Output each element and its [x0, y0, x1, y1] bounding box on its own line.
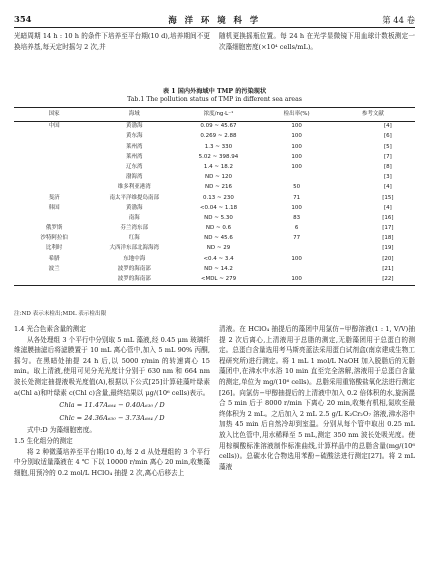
cell-sea-area: 红海: [128, 235, 140, 242]
table-row: [14, 265, 415, 275]
section-1-4-paragraph: 从各处理组 3 个平行中分别取 5 mL 藻液,经 0.45 μm 玻璃纤维滤膜抽滤后将滤膜置于 10 mL 离心管中,加入 5 mL 90% 丙酮,摇匀。在黑暗处抽提 24 h 后,以 5000 r/min 的转速离心 15 min。取上清液,使用可见分光光度计分别于 630 nm 和 664 nm 波长处测定抽提液吸光度值(A),根据以下公式[25]计算硅藻叶绿素 a(Chl a)和叶绿素 c(Chl c)含量,最终结果以 μg/(10⁶ cells)表示。: [14, 335, 210, 397]
table-row: [14, 142, 415, 152]
cell-reference: [4]: [383, 184, 392, 191]
cell-detection-rate: [263, 265, 331, 275]
cell-sea-area: 南海: [128, 214, 140, 221]
table-row: [14, 183, 415, 193]
cell-sea-area: 大西洋东部北海海湾: [109, 245, 160, 252]
cell-detection-rate: 100: [291, 133, 302, 140]
cell-sea-area: 黄渤海: [126, 123, 143, 130]
table-row: [14, 275, 415, 286]
cell-concentration: <0.04 ~ 1.18: [199, 204, 238, 211]
journal-title: 海 洋 环 境 科 学: [168, 15, 261, 25]
cell-country: 波兰: [48, 265, 60, 272]
cell-reference: [19]: [382, 245, 394, 252]
top-right-paragraph: 随机更换摇瓶位置。每 24 h 在光学显微镜下用血球计数板测定一次藻细胞密度(×10⁴ cells/mL)。: [219, 32, 415, 51]
cell-detection-rate: 83: [293, 214, 301, 221]
cell-country: 希腊: [48, 255, 60, 262]
cell-sea-area: 辽东湾: [126, 163, 143, 170]
table-row: [14, 254, 415, 264]
table-row: [14, 122, 415, 133]
col-header-concentration: 浓度/ng·L⁻¹: [174, 108, 262, 122]
cell-sea-area: 波罗的海南部: [94, 275, 174, 286]
table-row: [14, 163, 415, 173]
section-1-5-heading: 1.5 生化组分的测定: [14, 436, 73, 445]
cell-concentration: <MDL ~ 279: [174, 275, 262, 286]
cell-sea-area: 黄渤海: [126, 204, 143, 211]
table-row: [14, 204, 415, 214]
volume-label: 第 44 卷: [382, 15, 415, 25]
cell-concentration: ND ~ 5.30: [204, 214, 233, 221]
cell-country: [14, 214, 94, 224]
formula-note: 式中:D 为藻细胞密度。: [27, 426, 96, 435]
table-row: [14, 153, 415, 163]
cell-reference: [18]: [382, 235, 394, 242]
cell-detection-rate: 100: [291, 255, 302, 262]
cell-country: 中国: [48, 123, 60, 130]
cell-reference: [15]: [382, 194, 394, 201]
cell-reference: [4]: [383, 204, 392, 211]
right-column-paragraph: 清液。在 HClO₄ 抽提后的藻团中用氯仿−甲醇溶液(1 : 1, V/V)抽提 2 次后离心,上清液用于总脂的测定,无脂藻团用于总蛋白的测定。总蛋白含量选用考马斯亮蓝法采用蛋白试剂盒(南京建成生物工程研究所)进行测定。将 1 mL 1 mol/L NaOH 加入脱脂后的无脂藻团中,在沸水中水浴 10 min 直至完全溶解,溶液用于总蛋白含量的测定,单位为 mg/(10⁶ cells)。总脂采用重铬酸盐氧化法进行测定[26]。向氯仿−甲醇抽提后的上清液中加入 0.2 倍体积的水,旋涡混合 5 min 后于 8000 r/min 下离心 20 min,收集有机相,氮吹至最终体积为 2 mL。之后加入 2 mL 2.5 g/L K₂Cr₂O₇ 溶液,沸水浴中加热 45 min 后自然冷却到室温。分别从每个管中取出 0.25 mL 放入比色管中,用水稀释至 5 mL,测定 350 nm 波长处吸光度。使用棕榈酸标准溶液制作标准曲线,计算样品中的总脂含量(mg/(10⁶ cells))。总碳水化合物选用苯酚−硫酸法进行测定[27]。将 2 mL 藻液: [219, 325, 415, 471]
cell-country: [14, 173, 94, 183]
cell-concentration: ND ~ 45.6: [204, 235, 233, 242]
cell-reference: [16]: [382, 214, 394, 221]
formula-chla: Chla = 11.47A₆₆₄ − 0.40A₆₃₀ / D: [59, 401, 165, 410]
col-header-detection-rate: 检出率(%): [263, 108, 331, 122]
cell-country: [14, 275, 94, 286]
col-header-country: 国家: [14, 108, 94, 122]
table-row: [14, 224, 415, 234]
cell-concentration: 1.4 ~ 18.2: [203, 163, 234, 170]
page-header: [14, 14, 415, 26]
cell-concentration: ND ~ 216: [205, 184, 232, 191]
table-row: [14, 214, 415, 224]
cell-country: 沙特阿拉伯: [40, 235, 68, 242]
cell-concentration: 5.02 ~ 398.94: [198, 153, 239, 160]
pollution-table: [14, 107, 415, 286]
table-caption-en: Tab.1 The pollution status of TMP in different sea areas: [127, 96, 302, 103]
formula-chlc: Chlc = 24.36A₆₃₀ − 3.73A₆₆₄ / D: [59, 413, 165, 422]
right-column: [219, 324, 415, 472]
cell-reference: [4]: [383, 123, 392, 130]
header-rule: [14, 27, 415, 28]
table-body: [14, 122, 415, 286]
cell-reference: [7]: [383, 153, 392, 160]
cell-concentration: ND ~ 29: [206, 245, 231, 252]
col-header-sea-area: 海域: [94, 108, 174, 122]
cell-country: 斐济: [48, 194, 60, 201]
cell-detection-rate: 77: [293, 235, 301, 242]
cell-concentration: 0.269 ~ 2.88: [200, 133, 237, 140]
col-header-reference: 参考文献: [331, 108, 415, 122]
cell-detection-rate: [263, 244, 331, 254]
table-row: [14, 132, 415, 142]
cell-country: 比利时: [45, 245, 63, 252]
cell-country: 韩国: [48, 204, 60, 211]
cell-detection-rate: 6: [294, 225, 299, 232]
cell-sea-area: 波罗的海南部: [117, 265, 151, 272]
cell-country: [14, 153, 94, 163]
cell-country: [14, 142, 94, 152]
top-left-text: [14, 31, 210, 52]
cell-detection-rate: 100: [291, 143, 302, 150]
table-row: [14, 193, 415, 203]
cell-country: [14, 183, 94, 193]
cell-sea-area: 莱州湾: [126, 153, 143, 160]
cell-detection-rate: [263, 173, 331, 183]
table-header-row: [14, 108, 415, 122]
cell-concentration: 0.13 ~ 230: [203, 194, 234, 201]
cell-detection-rate: 50: [293, 184, 301, 191]
table-row: [14, 234, 415, 244]
table-row: [14, 173, 415, 183]
cell-detection-rate: 100: [291, 123, 302, 130]
cell-detection-rate: 100: [291, 163, 302, 170]
cell-concentration: ND ~ 14.2: [204, 265, 233, 272]
cell-concentration: ND ~ 0.6: [205, 225, 232, 232]
cell-reference: [8]: [383, 163, 392, 170]
cell-sea-area: 莱州湾: [126, 143, 143, 150]
cell-detection-rate: 100: [291, 204, 302, 211]
cell-sea-area: 渤海湾: [126, 174, 143, 181]
table-note: 注:ND 表示未检出;MDL 表示检出限: [14, 311, 107, 317]
top-left-paragraph: 光暗周期 14 h : 10 h 的条件下培养至平台期(10 d),培养期间不更换培养基,每天定时摇匀 2 次,并: [14, 32, 210, 51]
cell-reference: [21]: [382, 265, 394, 272]
cell-sea-area: 东地中海: [123, 255, 146, 262]
cell-concentration: 0.09 ~ 45.67: [200, 123, 237, 130]
section-1-5-paragraph: 将 2 种微藻培养至平台期(10 d),每 2 d 从处理组的 3 个平行中分别取适量藻液在 4 ℃ 下以 10000 r/min 离心 20 min,收集藻细胞,用预冷的 0.2 mol/L HClO₄ 抽提 2 次,离心后移去上: [14, 447, 210, 477]
cell-reference: [17]: [382, 225, 394, 232]
cell-country: [14, 132, 94, 142]
cell-reference: [20]: [382, 255, 394, 262]
cell-country: [14, 163, 94, 173]
cell-country: 俄罗斯: [45, 225, 63, 232]
table-caption-cn: 表 1 国内外海域中 TMP 的污染现状: [162, 88, 267, 95]
section-1-4-heading: 1.4 光合色素含量的测定: [14, 325, 86, 333]
cell-sea-area: 南太平洋维提岛南部: [109, 194, 160, 201]
cell-sea-area: 黄东海: [126, 133, 143, 140]
cell-reference: [22]: [331, 275, 415, 286]
cell-sea-area: 维多利亚港湾: [117, 184, 151, 191]
left-column: [14, 324, 210, 478]
cell-detection-rate: 100: [263, 275, 331, 286]
cell-detection-rate: 100: [291, 153, 302, 160]
cell-reference: [3]: [383, 174, 392, 181]
cell-reference: [6]: [383, 133, 392, 140]
cell-sea-area: 芬兰湾东部: [120, 225, 149, 232]
cell-concentration: ND ~ 120: [205, 174, 232, 181]
cell-detection-rate: 71: [293, 194, 301, 201]
table-row: [14, 244, 415, 254]
page-number: 354: [14, 14, 32, 24]
top-right-text: [219, 31, 415, 52]
cell-concentration: <0.4 ~ 3.4: [203, 255, 234, 262]
cell-concentration: 1.3 ~ 330: [204, 143, 233, 150]
cell-reference: [5]: [383, 143, 392, 150]
